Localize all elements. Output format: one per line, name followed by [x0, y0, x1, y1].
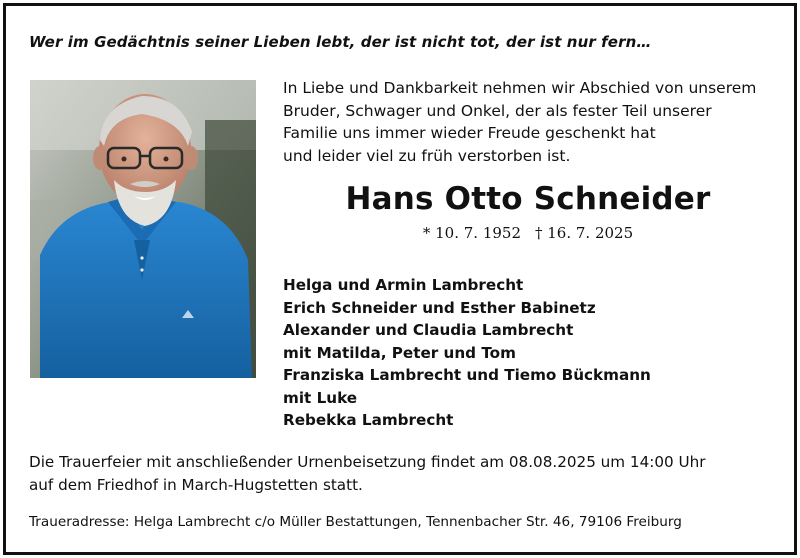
mourners-list — [283, 274, 783, 432]
death-date: † 16. 7. 2025 — [535, 224, 634, 242]
mourner-line: Alexander und Claudia Lambrecht — [283, 321, 574, 339]
mourner-line: Erich Schneider und Esther Babinetz — [283, 298, 596, 317]
mourner-line: Franziska Lambrecht und Tiemo Bückmann — [283, 366, 651, 384]
ceremony-info — [29, 451, 769, 496]
intro-text — [283, 77, 783, 167]
portrait-photo — [30, 80, 256, 378]
birth-date: * 10. 7. 1952 — [422, 224, 521, 242]
mourner-line: Helga und Armin Lambrecht — [283, 276, 524, 294]
intro-line: In Liebe und Dankbarkeit nehmen wir Abschied von unserem — [283, 79, 757, 97]
mourner-line: Rebekka Lambrecht — [283, 411, 454, 429]
intro-line: Familie uns immer wieder Freude geschenkt hat — [283, 124, 656, 142]
mourner-line: mit Matilda, Peter und Tom — [283, 343, 516, 362]
condolence-address: Traueradresse: Helga Lambrecht c/o Müller Bestattungen, Tennenbacher Str. 46, 79106 Freiburg — [29, 514, 682, 530]
ceremony-line: Die Trauerfeier mit anschließender Urnenbeisetzung findet am 08.08.2025 um 14:00 Uhr — [29, 453, 706, 471]
ceremony-line: auf dem Friedhof in March-Hugstetten statt. — [29, 475, 363, 494]
intro-line: und leider viel zu früh verstorben ist. — [283, 146, 571, 165]
portrait-illustration — [30, 80, 256, 378]
life-dates — [283, 224, 773, 242]
deceased-name: Hans Otto Schneider — [345, 181, 711, 217]
mourner-line: mit Luke — [283, 388, 358, 407]
intro-line: Bruder, Schwager und Onkel, der als fester Teil unserer — [283, 101, 712, 120]
motto: Wer im Gedächtnis seiner Lieben lebt, der ist nicht tot, der ist nur fern… — [29, 33, 652, 51]
